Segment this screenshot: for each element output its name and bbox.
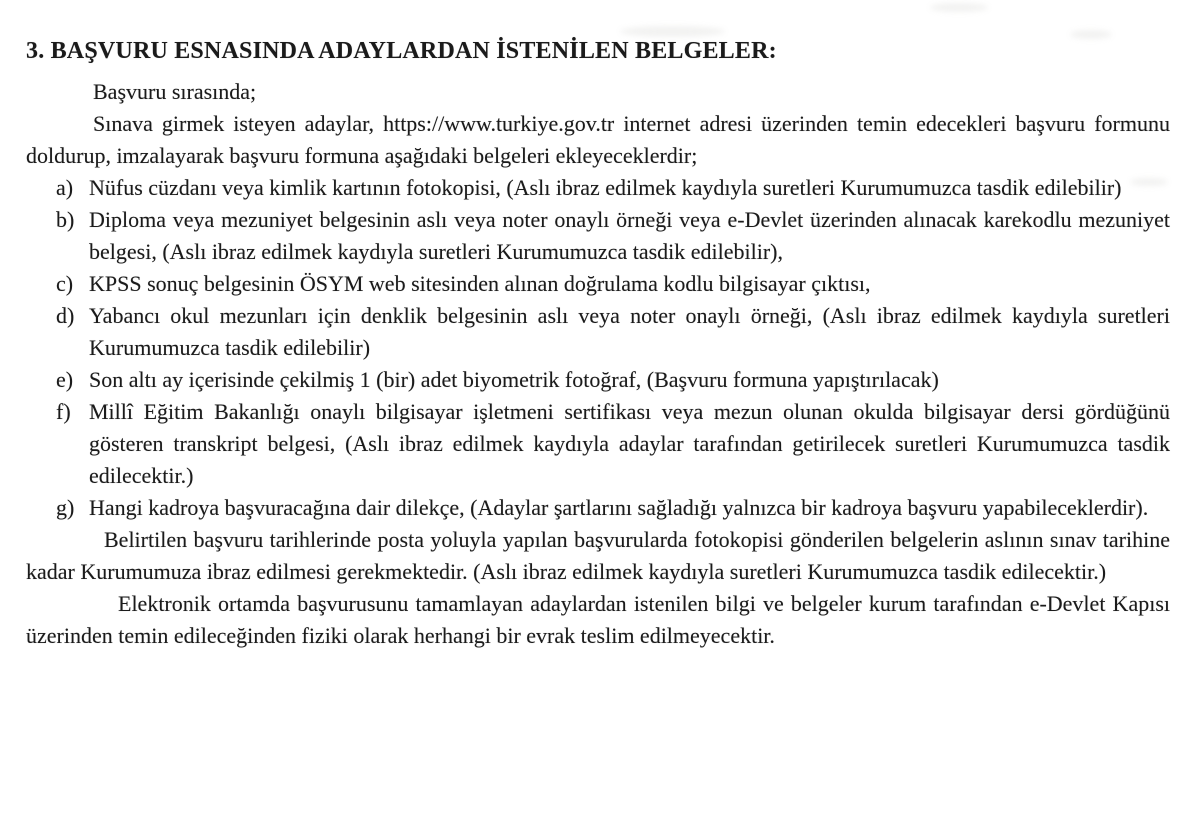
- list-item-text: Hangi kadroya başvuracağına dair dilekçe, (Adaylar şartlarını sağladığı yalnızca bir kadroya başvuru yapabileceklerdir).: [89, 495, 1149, 520]
- list-item-text: Diploma veya mezuniyet belgesinin aslı veya noter onaylı örneği veya e-Devlet üzerinden alınacak karekodlu mezuniyet belgesi, (Aslı ibraz edilmek kaydıyla suretleri Kurumumuzca tasdik edilebilir),: [89, 207, 1170, 264]
- intro-line: Başvuru sırasında;: [93, 79, 257, 104]
- list-item-text: Millî Eğitim Bakanlığı onaylı bilgisayar işletmeni sertifikası veya mezun olunan okulda bilgisayar dersi gördüğünü gösteren transkript belgesi, (Aslı ibraz edilmek kaydıyla adaylar tarafından getirilecek suretleri Kurumumuzca tasdik edilecektir.): [89, 399, 1170, 488]
- list-item-text: KPSS sonuç belgesinin ÖSYM web sitesinden alınan doğrulama kodlu bilgisayar çıktısı,: [89, 271, 871, 296]
- list-marker: d): [56, 303, 75, 328]
- list-item-e: [26, 364, 1170, 396]
- list-item-f: [26, 396, 1170, 492]
- list-item-text: Nüfus cüzdanı veya kimlik kartının fotokopisi, (Aslı ibraz edilmek kaydıyla suretleri Kurumumuzca tasdik edilebilir): [89, 175, 1122, 200]
- list-marker: a): [56, 175, 74, 200]
- list-item-a: [26, 172, 1170, 204]
- section-heading: 3. BAŞVURU ESNASINDA ADAYLARDAN İSTENİLEN BELGELER:: [26, 38, 777, 64]
- list-item-text: Son altı ay içerisinde çekilmiş 1 (bir) adet biyometrik fotoğraf, (Başvuru formuna yapıştırılacak): [89, 367, 939, 392]
- list-marker: e): [56, 367, 74, 392]
- required-documents-list: [26, 172, 1170, 524]
- list-marker: c): [56, 271, 74, 296]
- closing-paragraph-electronic: Elektronik ortamda başvurusunu tamamlayan adaylardan istenilen bilgi ve belgeler kurum tarafından e-Devlet Kapısı üzerinden temin edileceğinden fiziki olarak herhangi bir evrak teslim edilmeyecektir.: [26, 591, 1170, 648]
- closing-paragraph-postal: Belirtilen başvuru tarihlerinde posta yoluyla yapılan başvurularda fotokopisi gönderilen belgelerin aslının sınav tarihine kadar Kurumumuza ibraz edilmesi gerekmektedir. (Aslı ibraz edilmek kaydıyla suretleri Kurumumuzca tasdik edilecektir.): [26, 527, 1170, 584]
- list-marker: f): [56, 399, 71, 424]
- list-marker: b): [56, 207, 75, 232]
- list-item-b: [26, 204, 1170, 268]
- list-item-d: [26, 300, 1170, 364]
- intro-paragraph: Sınava girmek isteyen adaylar, https://www.turkiye.gov.tr internet adresi üzerinden temin edecekleri başvuru formunu doldurup, imzalayarak başvuru formuna aşağıdaki belgeleri ekleyeceklerdir;: [26, 111, 1170, 168]
- list-item-text: Yabancı okul mezunları için denklik belgesinin aslı veya noter onaylı örneği, (Aslı ibraz edilmek kaydıyla suretleri Kurumumuzca tasdik edilebilir): [89, 303, 1170, 360]
- list-item-g: [26, 492, 1170, 524]
- scan-artifact: [930, 3, 988, 12]
- list-marker: g): [56, 495, 75, 520]
- list-item-c: [26, 268, 1170, 300]
